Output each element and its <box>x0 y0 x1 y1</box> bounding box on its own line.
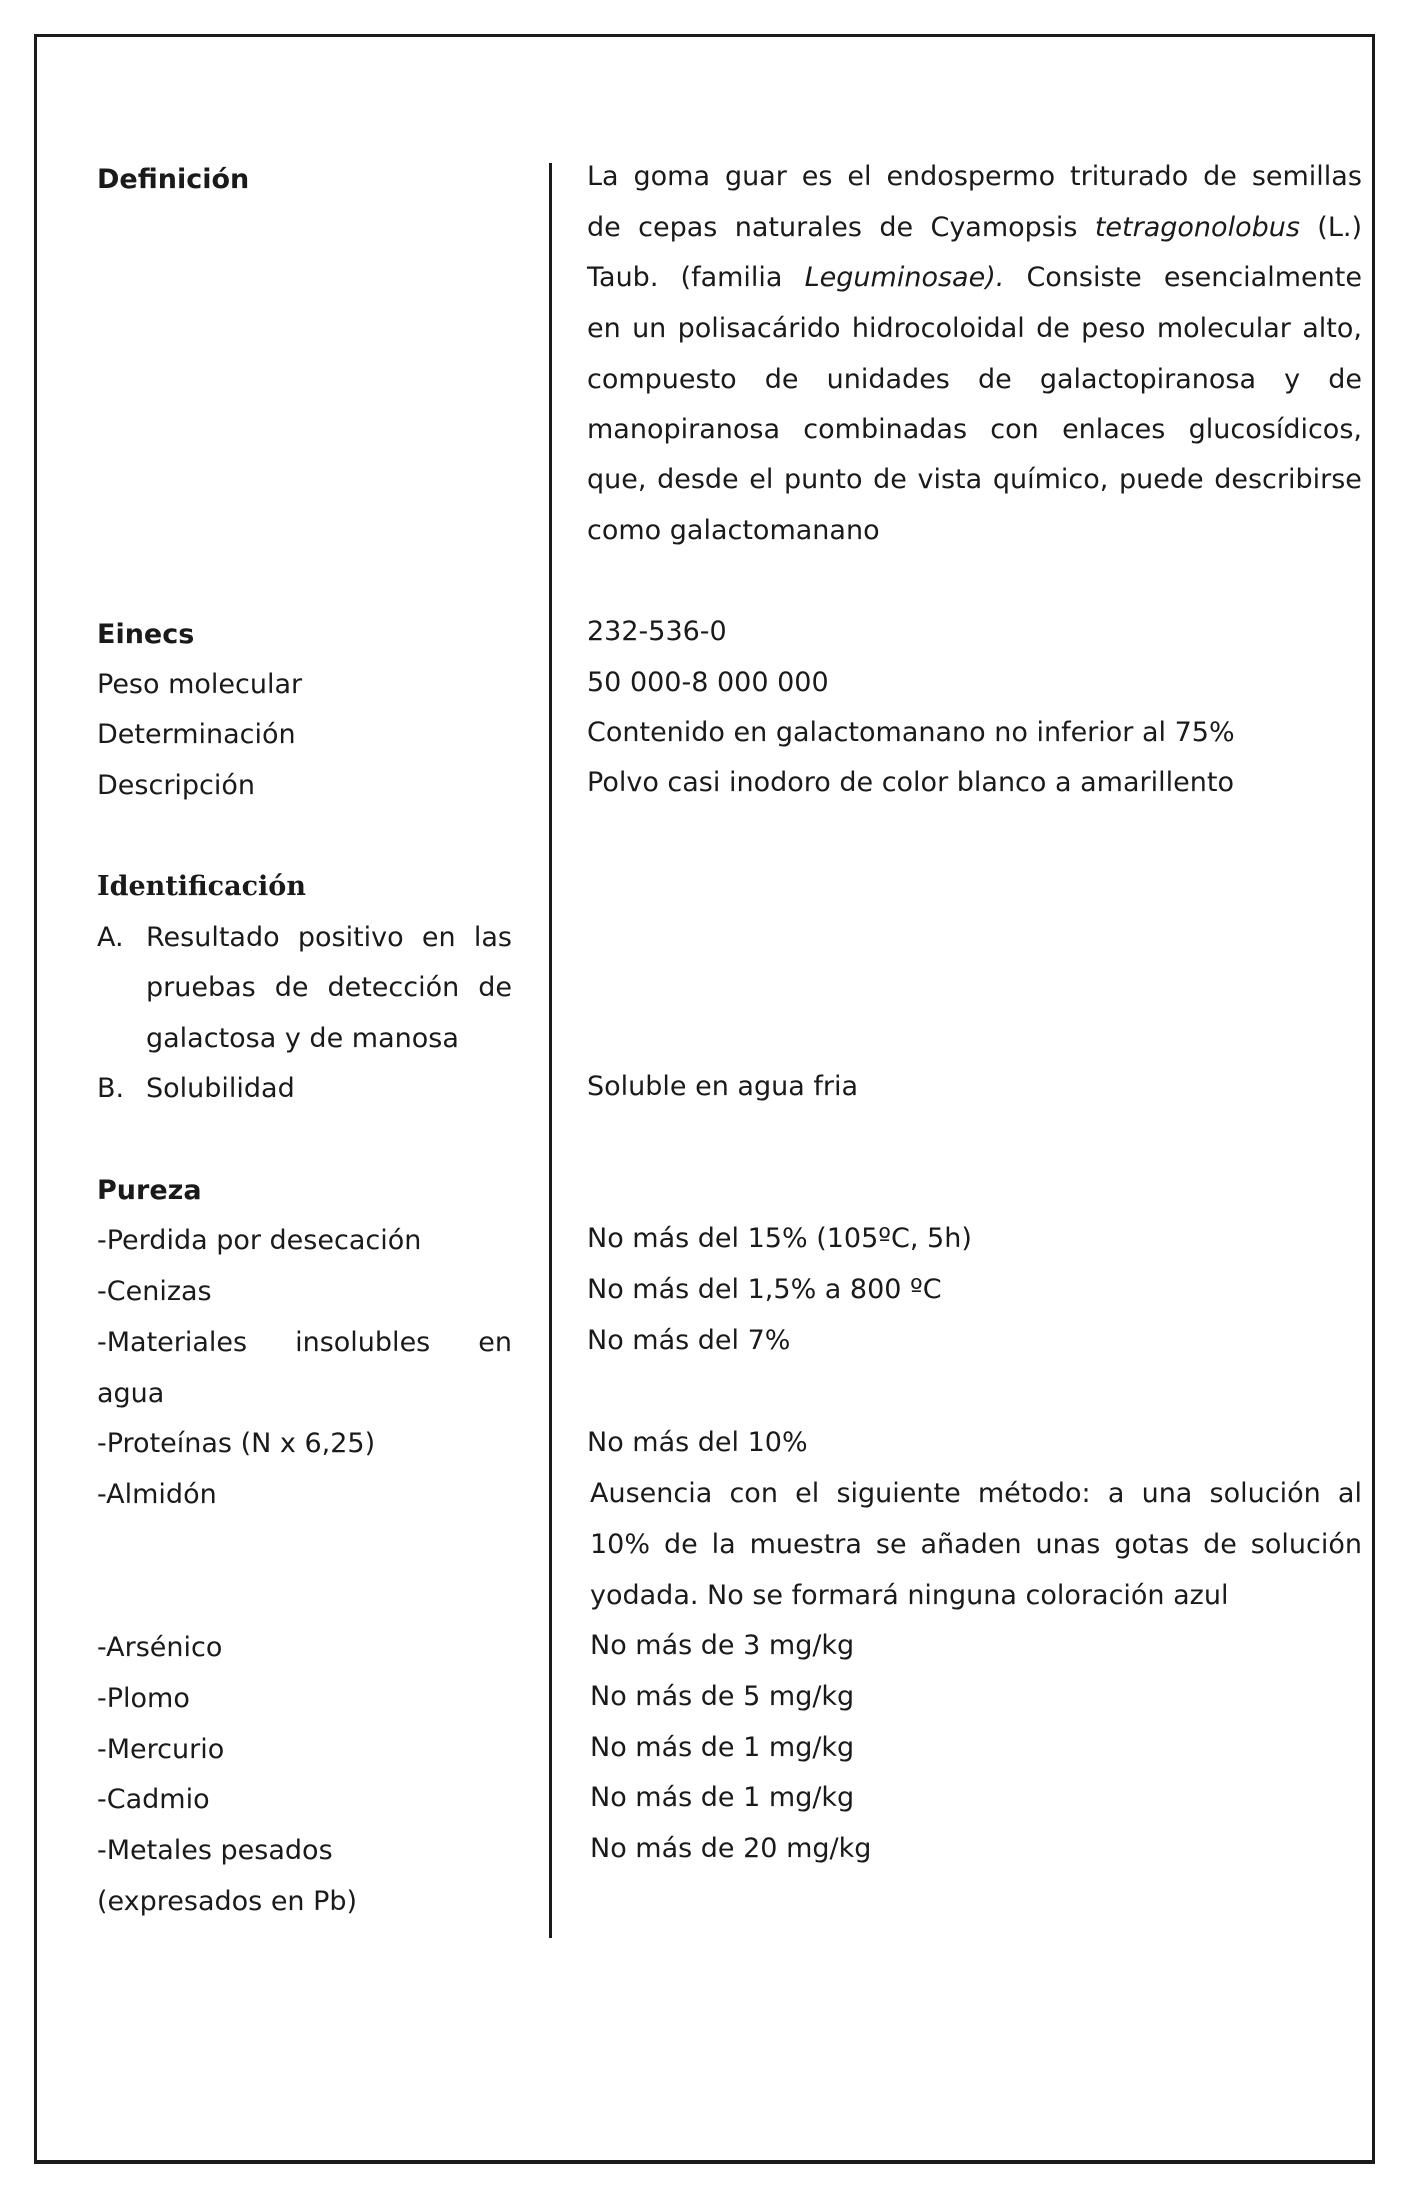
perdida-value: No más del 15% (105ºC, 5h) <box>587 1223 972 1254</box>
descripcion-label: Descripción <box>97 770 256 801</box>
metales-label-2: (expresados en Pb) <box>97 1886 358 1917</box>
word: detección <box>327 972 460 1003</box>
word: Leguminosae). <box>804 262 1005 293</box>
metales-label: -Metales pesados <box>97 1835 333 1866</box>
word: 10% <box>590 1529 651 1560</box>
word: que, <box>587 464 647 495</box>
word: enlaces <box>1062 414 1166 445</box>
word: unas <box>1035 1529 1101 1560</box>
word: solución <box>1209 1478 1321 1509</box>
mercurio-label: -Mercurio <box>97 1734 225 1765</box>
definicion-line <box>587 462 1362 498</box>
word: de <box>663 1529 698 1560</box>
word: glucosídicos, <box>1188 414 1362 445</box>
word: galactopiranosa <box>1039 364 1257 395</box>
solubilidad-label: Solubilidad <box>146 1073 295 1104</box>
identificacion-heading: Identificación <box>97 871 306 902</box>
peso-molecular-label: Peso molecular <box>97 669 303 700</box>
identificacion-b-marker: B. <box>97 1073 125 1104</box>
word: es <box>801 161 833 192</box>
word: de <box>1203 1529 1237 1560</box>
proteinas-label: -Proteínas (N x 6,25) <box>97 1428 376 1459</box>
word: desde <box>657 464 739 495</box>
almidon-last-line: yodada. No se formará ninguna coloración azul <box>590 1580 1229 1611</box>
word: siguiente <box>836 1478 961 1509</box>
word: describirse <box>1214 464 1362 495</box>
cadmio-value: No más de 1 mg/kg <box>590 1782 855 1813</box>
word: cepas <box>638 212 718 243</box>
word: tetragonolobus <box>1094 212 1300 243</box>
word: de <box>879 212 914 243</box>
word: goma <box>633 161 711 192</box>
word: el <box>795 1478 820 1509</box>
einecs-label: Einecs <box>97 619 195 650</box>
word: triturado <box>1070 161 1189 192</box>
word: de <box>1036 313 1070 344</box>
identificacion-a-line <box>146 970 512 1006</box>
word: de <box>1203 161 1237 192</box>
word: compuesto <box>587 364 737 395</box>
word: molecular <box>1156 313 1291 344</box>
definicion-line <box>587 210 1362 246</box>
word: (L.) <box>1317 212 1362 243</box>
word: en <box>478 1327 512 1358</box>
word: con <box>729 1478 778 1509</box>
word: Taub. <box>587 262 659 293</box>
word: gotas <box>1114 1529 1190 1560</box>
determinacion-value: Contenido en galactomanano no inferior al 75% <box>587 717 1235 748</box>
definicion-heading: Definición <box>97 164 250 195</box>
plomo-label: -Plomo <box>97 1683 190 1714</box>
word: químico, <box>992 464 1109 495</box>
word: Ausencia <box>590 1478 713 1509</box>
plomo-value: No más de 5 mg/kg <box>590 1681 855 1712</box>
solubilidad-value: Soluble en agua fria <box>587 1071 858 1102</box>
word: a <box>1107 1478 1125 1509</box>
word: pruebas <box>146 972 256 1003</box>
identificacion-a-line <box>146 920 512 956</box>
descripcion-value: Polvo casi inodoro de color blanco a amarillento <box>587 767 1234 798</box>
word: de <box>1328 364 1362 395</box>
insolubles-label-last: agua <box>97 1378 165 1409</box>
almidon-label: -Almidón <box>97 1479 217 1510</box>
word: de <box>478 972 512 1003</box>
word: el <box>847 161 872 192</box>
word: vista <box>917 464 983 495</box>
word: naturales <box>734 212 862 243</box>
word: un <box>632 313 667 344</box>
word: positivo <box>297 922 404 953</box>
einecs-value: 232-536-0 <box>587 616 727 647</box>
word: Resultado <box>146 922 280 953</box>
word: método: <box>977 1478 1091 1509</box>
word: de <box>587 212 621 243</box>
word: guar <box>724 161 787 192</box>
cadmio-label: -Cadmio <box>97 1784 210 1815</box>
word: solución <box>1250 1529 1362 1560</box>
word: al <box>1337 1478 1362 1509</box>
word: añaden <box>920 1529 1022 1560</box>
pureza-heading: Pureza <box>97 1175 202 1206</box>
word: insolubles <box>295 1327 431 1358</box>
proteinas-value: No más del 10% <box>587 1427 808 1458</box>
determinacion-label: Determinación <box>97 719 296 750</box>
word: de <box>977 364 1012 395</box>
word: semillas <box>1251 161 1362 192</box>
word: y <box>1284 364 1301 395</box>
perdida-label: -Perdida por desecación <box>97 1225 422 1256</box>
word: en <box>587 313 621 344</box>
word: La <box>587 161 619 192</box>
identificacion-a-marker: A. <box>97 922 124 953</box>
word: de <box>873 464 907 495</box>
word: muestra <box>749 1529 862 1560</box>
word: de <box>274 972 309 1003</box>
word: de <box>764 364 799 395</box>
insolubles-label <box>97 1325 512 1361</box>
word: peso <box>1081 313 1146 344</box>
word: polisacárido <box>677 313 841 344</box>
word: la <box>711 1529 736 1560</box>
word: Cyamopsis <box>930 212 1078 243</box>
word: combinadas <box>803 414 968 445</box>
word: hidrocoloidal <box>851 313 1025 344</box>
column-divider <box>549 163 552 1938</box>
arsenico-label: -Arsénico <box>97 1632 223 1663</box>
word: alto, <box>1302 313 1362 344</box>
definicion-line <box>587 260 1362 296</box>
insolubles-value: No más del 7% <box>587 1325 791 1356</box>
word: el <box>749 464 774 495</box>
word: las <box>473 922 512 953</box>
definicion-line <box>587 311 1362 347</box>
word: esencialmente <box>1163 262 1362 293</box>
definicion-last-line: como galactomanano <box>587 515 880 546</box>
word: Consiste <box>1026 262 1142 293</box>
definicion-line <box>587 159 1362 195</box>
identificacion-a-last: galactosa y de manosa <box>146 1023 459 1054</box>
word: con <box>990 414 1039 445</box>
word: se <box>875 1529 907 1560</box>
word: manopiranosa <box>587 414 781 445</box>
almidon-line <box>590 1476 1362 1512</box>
cenizas-value: No más del 1,5% a 800 ºC <box>587 1274 942 1305</box>
word: puede <box>1118 464 1204 495</box>
word: -Materiales <box>97 1327 248 1358</box>
almidon-line <box>590 1527 1362 1563</box>
arsenico-value: No más de 3 mg/kg <box>590 1630 855 1661</box>
definicion-line <box>587 362 1362 398</box>
word: punto <box>784 464 863 495</box>
mercurio-value: No más de 1 mg/kg <box>590 1732 855 1763</box>
metales-value: No más de 20 mg/kg <box>590 1833 872 1864</box>
word: unidades <box>826 364 950 395</box>
word: endospermo <box>886 161 1056 192</box>
word: (familia <box>680 262 783 293</box>
cenizas-label: -Cenizas <box>97 1276 212 1307</box>
definicion-line <box>587 412 1362 448</box>
word: una <box>1141 1478 1193 1509</box>
word: en <box>421 922 456 953</box>
peso-molecular-value: 50 000-8 000 000 <box>587 667 829 698</box>
